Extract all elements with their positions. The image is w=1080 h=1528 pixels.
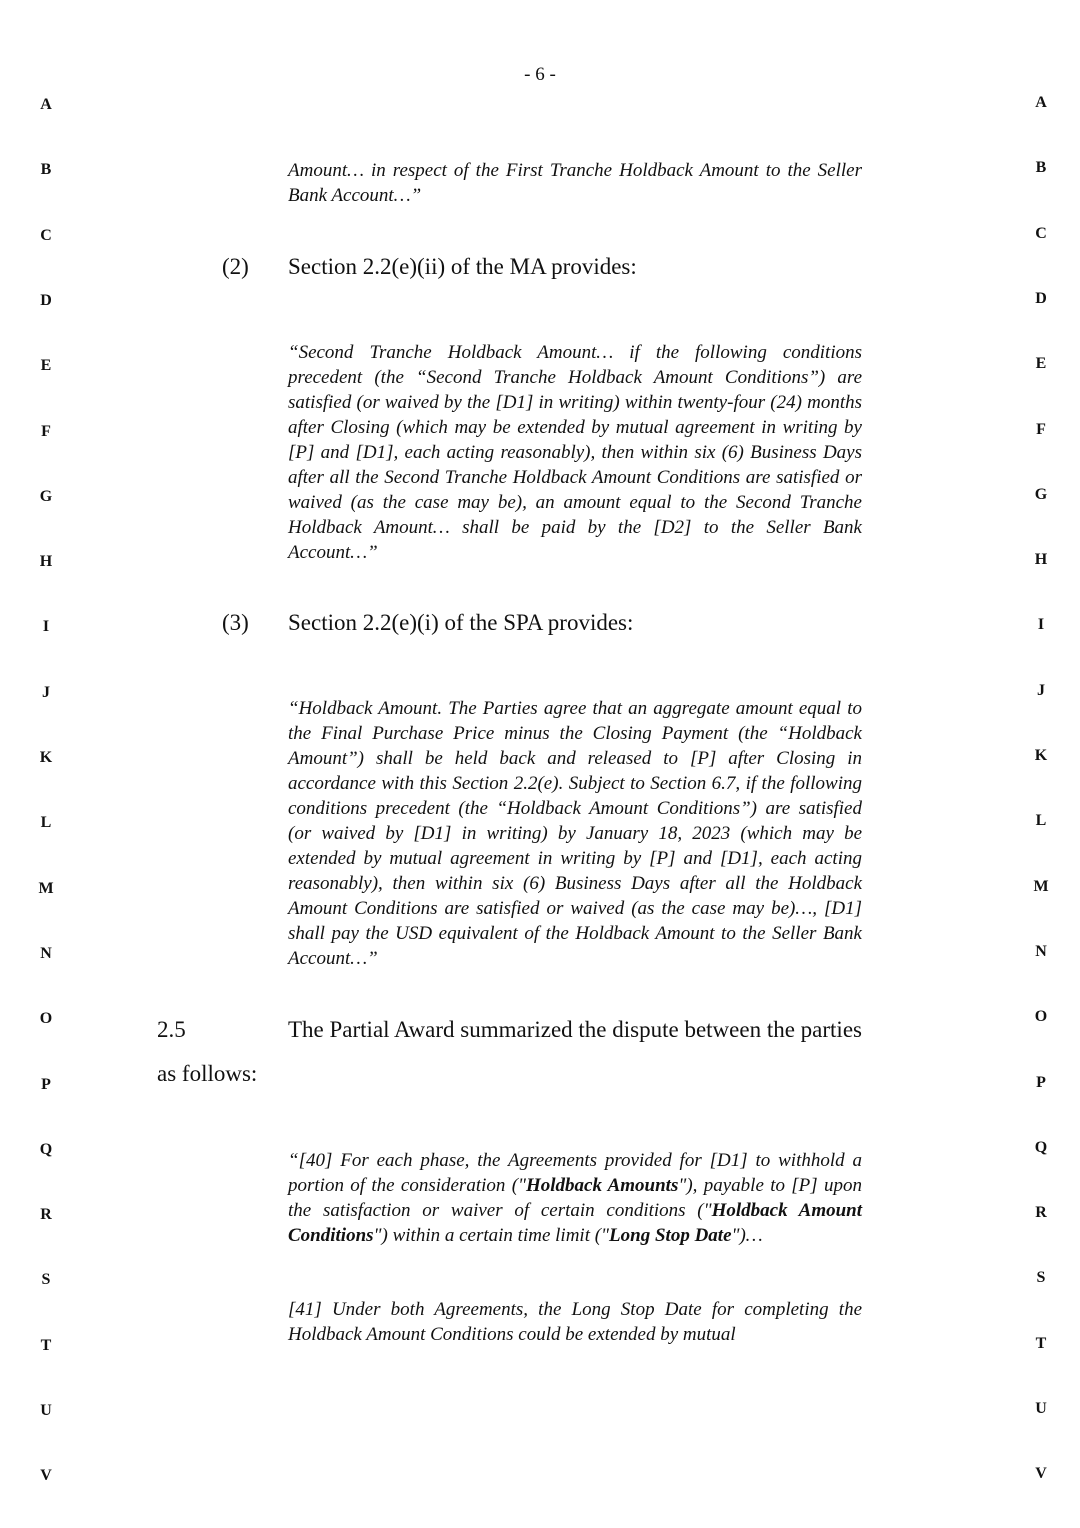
defined-term-holdback-amount-conditions: Holdback Amount Conditions	[288, 1200, 863, 1246]
quote-paragraph-40	[288, 1148, 862, 1248]
margin-letter-right-s: S	[1036, 1269, 1046, 1286]
margin-letter-right-r: R	[1035, 1204, 1047, 1221]
margin-letter-right-u: U	[1035, 1400, 1047, 1417]
margin-letter-right-t: T	[1035, 1335, 1047, 1352]
margin-letter-right-v: V	[1035, 1465, 1047, 1482]
quote-40-part-4: ")…	[731, 1225, 763, 1246]
margin-letter-right-m: M	[1033, 878, 1049, 895]
margin-letter-left-r: R	[40, 1206, 52, 1223]
quote-second-tranche	[288, 340, 862, 565]
quote-40-part-3: ") within a certain time limit ("	[373, 1225, 610, 1246]
margin-letter-left-j: J	[42, 684, 50, 701]
margin-letter-right-b: B	[1035, 159, 1047, 176]
margin-letter-right-n: N	[1035, 943, 1047, 960]
margin-letter-right-f: F	[1036, 421, 1046, 438]
margin-letter-right-l: L	[1035, 812, 1047, 829]
page-number: - 6 -	[524, 64, 556, 85]
margin-letter-right-c: C	[1035, 225, 1047, 242]
margin-letter-right-j: J	[1037, 682, 1045, 699]
paragraph-2-5-line-2: as follows:	[157, 1061, 258, 1086]
paragraph-2-5-line-1: The Partial Award summarized the dispute between the parties	[288, 1017, 862, 1042]
margin-letter-left-o: O	[39, 1010, 53, 1027]
quote-paragraph-40-text	[288, 1148, 862, 1248]
margin-letter-left-v: V	[40, 1467, 52, 1484]
item-2-heading: Section 2.2(e)(ii) of the MA provides:	[288, 254, 637, 279]
margin-letter-right-a: A	[1035, 94, 1047, 111]
margin-letter-left-i: I	[42, 618, 50, 635]
defined-term-long-stop-date: Long Stop Date	[609, 1225, 732, 1246]
margin-letter-left-c: C	[40, 227, 52, 244]
margin-letter-left-g: G	[39, 488, 53, 505]
quote-paragraph-41	[288, 1297, 862, 1347]
quote-40-part-1: “[40] For each phase, the Agreements provided for [D1] to withhold a portion of the consideration ("	[288, 1150, 862, 1196]
margin-letter-right-p: P	[1036, 1074, 1046, 1091]
quote-holdback-amount-text: “Holdback Amount. The Parties agree that an aggregate amount equal to the Final Purchase Price minus the Closing Payment (the “Holdback Amount”) shall be held back and released to [P] after Closing in accordance with this Section 2.2(e). Subject to Section 6.7, if the following conditions precedent (the “Holdback Amount Conditions”) are satisfied (or waived by [D1] in writing) by January 18, 2023 (which may be extended by mutual agreement in writing by [P] and [D1], each acting reasonably), then within six (6) Business Days after all the Holdback Amount Conditions are satisfied or waived (as the case may be)…, [D1] shall pay the USD equivalent of the Holdback Amount to the Seller Bank Account…”	[288, 698, 862, 969]
margin-letter-left-b: B	[40, 161, 52, 178]
margin-letter-left-f: F	[41, 423, 51, 440]
margin-letter-right-k: K	[1034, 747, 1048, 764]
quote-second-tranche-text: “Second Tranche Holdback Amount… if the following conditions precedent (the “Second Tranche Holdback Amount Conditions”) are satisfied (or waived by the [D1] in writing) within twenty-four (24) months after Closing (which may be extended by mutual agreement in writing by [P] and [D1], each acting reasonably), then within six (6) Business Days after all the Second Tranche Holdback Amount Conditions are satisfied or waived (as the case may be), an amount equal to the Second Tranche Holdback Amount… shall be paid by the [D2] to the Seller Bank Account…”	[288, 342, 862, 563]
item-3-number: (3)	[222, 610, 249, 635]
quote-holdback-amount	[288, 696, 862, 971]
margin-letter-left-q: Q	[39, 1141, 53, 1158]
item-3-heading: Section 2.2(e)(i) of the SPA provides:	[288, 610, 634, 635]
margin-letter-right-e: E	[1035, 355, 1047, 372]
margin-letter-left-m: M	[38, 880, 54, 897]
margin-letter-left-k: K	[39, 749, 53, 766]
margin-letter-left-t: T	[40, 1337, 52, 1354]
item-2-number: (2)	[222, 254, 249, 279]
margin-letter-left-n: N	[40, 945, 52, 962]
quote-first-tranche-text: Amount… in respect of the First Tranche Holdback Amount to the Seller Bank Account…”	[288, 160, 862, 206]
margin-letter-right-d: D	[1035, 290, 1047, 307]
margin-letter-left-a: A	[40, 96, 52, 113]
margin-letter-left-e: E	[40, 357, 52, 374]
quote-paragraph-41-text: [41] Under both Agreements, the Long Stop Date for completing the Holdback Amount Conditions could be extended by mutual	[288, 1299, 862, 1345]
defined-term-holdback-amounts: Holdback Amounts	[526, 1175, 679, 1196]
paragraph-2-5-number: 2.5	[157, 1017, 186, 1042]
margin-letter-left-h: H	[39, 553, 53, 570]
margin-letter-left-s: S	[41, 1271, 51, 1288]
margin-letter-left-l: L	[40, 814, 52, 831]
margin-letter-right-i: I	[1037, 616, 1045, 633]
margin-letter-left-p: P	[41, 1076, 51, 1093]
margin-letter-right-q: Q	[1034, 1139, 1048, 1156]
margin-letter-right-g: G	[1034, 486, 1048, 503]
margin-letter-right-o: O	[1034, 1008, 1048, 1025]
margin-letter-right-h: H	[1034, 551, 1048, 568]
quote-40-part-2: "), payable to [P] upon the satisfaction or waiver of certain conditions ("	[288, 1175, 862, 1221]
quote-first-tranche	[288, 158, 862, 208]
margin-letter-left-u: U	[40, 1402, 52, 1419]
margin-letter-left-d: D	[40, 292, 52, 309]
